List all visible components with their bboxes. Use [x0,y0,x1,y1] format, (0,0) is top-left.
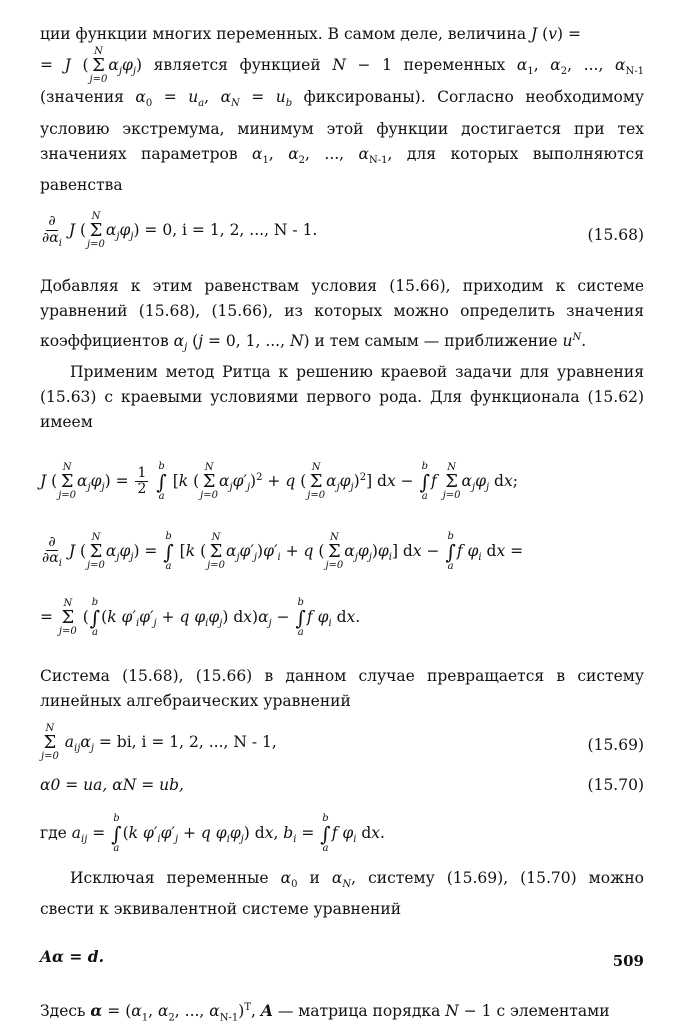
equation-number-69: (15.69) [587,736,644,755]
equation-axb [40,947,644,983]
equation-where: где $a_{ij}$ = b ∫ a (k $\varphi'_i\varphi'_j + q$ $\varphi_i\varphi_j$) dx, $b_i$ = b ∫ a f $\varphi_i$ dx. [40,813,385,855]
page-number: 509 [612,952,644,970]
paragraph-3: Применим метод Ритца к решению краевой задачи для уравнения (15.63) с краевыми условиями первого рода. Для функционала (15.62) имеем [40,363,644,432]
equation-15-68: $\frac{\partial}{\partial\alpha_i}$ J ( N Σ j=0 $\alpha_j\varphi_j) = 0$, i = 1, 2, ..., N - 1. (15.68) [42,211,644,251]
eq69-tail: = bi, i = 1, 2, ..., N - 1, [98,733,277,752]
page-body [40,22,644,1030]
equation-expanded: = N Σ j=0 ( b ∫ a (k $\varphi'_i\varphi'_j + q$ $\varphi_i\varphi_j$) $dx)\alpha_j$ − b ∫ a f $\varphi_i$ dx. [40,596,361,638]
equation-number-68: (15.68) [587,226,644,245]
eq70-body: α0 = ua, αN = ub, [40,776,184,795]
equation-derivative: $\frac{\partial}{\partial\alpha_i}$ J ( N Σ j=0 $\alpha_j\varphi_j$) = b ∫ a [k ( N Σ j=0 $\alpha_j\varphi'_j)\varphi'_i + q$ ( N Σ j=0 $\alpha_j\varphi_j)\varphi_i$] dx − b ∫ a f $\varphi_i$ dx = [42,530,524,572]
axb-body: Aα = d. [40,946,104,966]
paragraph-4: Система (15.68), (15.66) в данном случае превращается в систему линейных алгебраических уравнений [40,666,644,710]
paragraph-1: ции функции многих переменных. В самом деле, величина J (v) = = J ( N Σ j=0 $\alpha_j\varphi_j$) является функцией N − 1 переменных $\alpha_1$, $\alpha_2$, ..., $\alpha_{N-1}$ (значения $\alpha_0 = u_a$, $\alpha_N = u_b$ фиксированы). Согласно необходимому условию экстремума, минимум этой функции достигается при тех значениях параметров $\alpha_1$, $\alpha_2$, ..., $\alpha_{N-1}$, для которых выполняются равенства [40,25,645,194]
equation-15-69: N Σ j=0 $a_{ij}\alpha_j$ = bi, i = 1, 2, ..., N - 1, (15.69) [41,723,644,763]
paragraph-2: Добавляя к этим равенствам условия (15.66), приходим к системе уравнений (15.68), (15.66), из которых можно определить значения коэффициентов $\alpha_j$ (j = 0, 1, ..., N) и тем самым — приближение $u^N$. [40,277,644,353]
equation-number-70: (15.70) [587,776,644,795]
where-label: где [40,824,67,843]
paragraph-6: Здесь $\alpha = (\alpha_1$, $\alpha_2$, ..., $\alpha_{N-1})^T$, A — матрица порядка N − 1 с элементами [40,1000,610,1023]
paragraph-5: Исключая переменные $\alpha_0$ и $\alpha_N$, систему (15.69), (15.70) можно свести к эквивалентной системе уравнений [40,869,644,919]
equation-functional: J ( N Σ j=0 $\alpha_j\varphi_j$) = $\frac{1}{2}$ b ∫ a [k ( N Σ j=0 $\alpha_j\varphi'_j)^2 + q$ ( N Σ j=0 $\alpha_j\varphi_j)^2$] dx − b ∫ a f N Σ j=0 $\alpha_j\varphi_j$ dx; [40,460,518,502]
equation-15-70 [40,776,644,804]
eq68-tail: = 0, i = 1, 2, ..., N - 1. [144,221,318,240]
